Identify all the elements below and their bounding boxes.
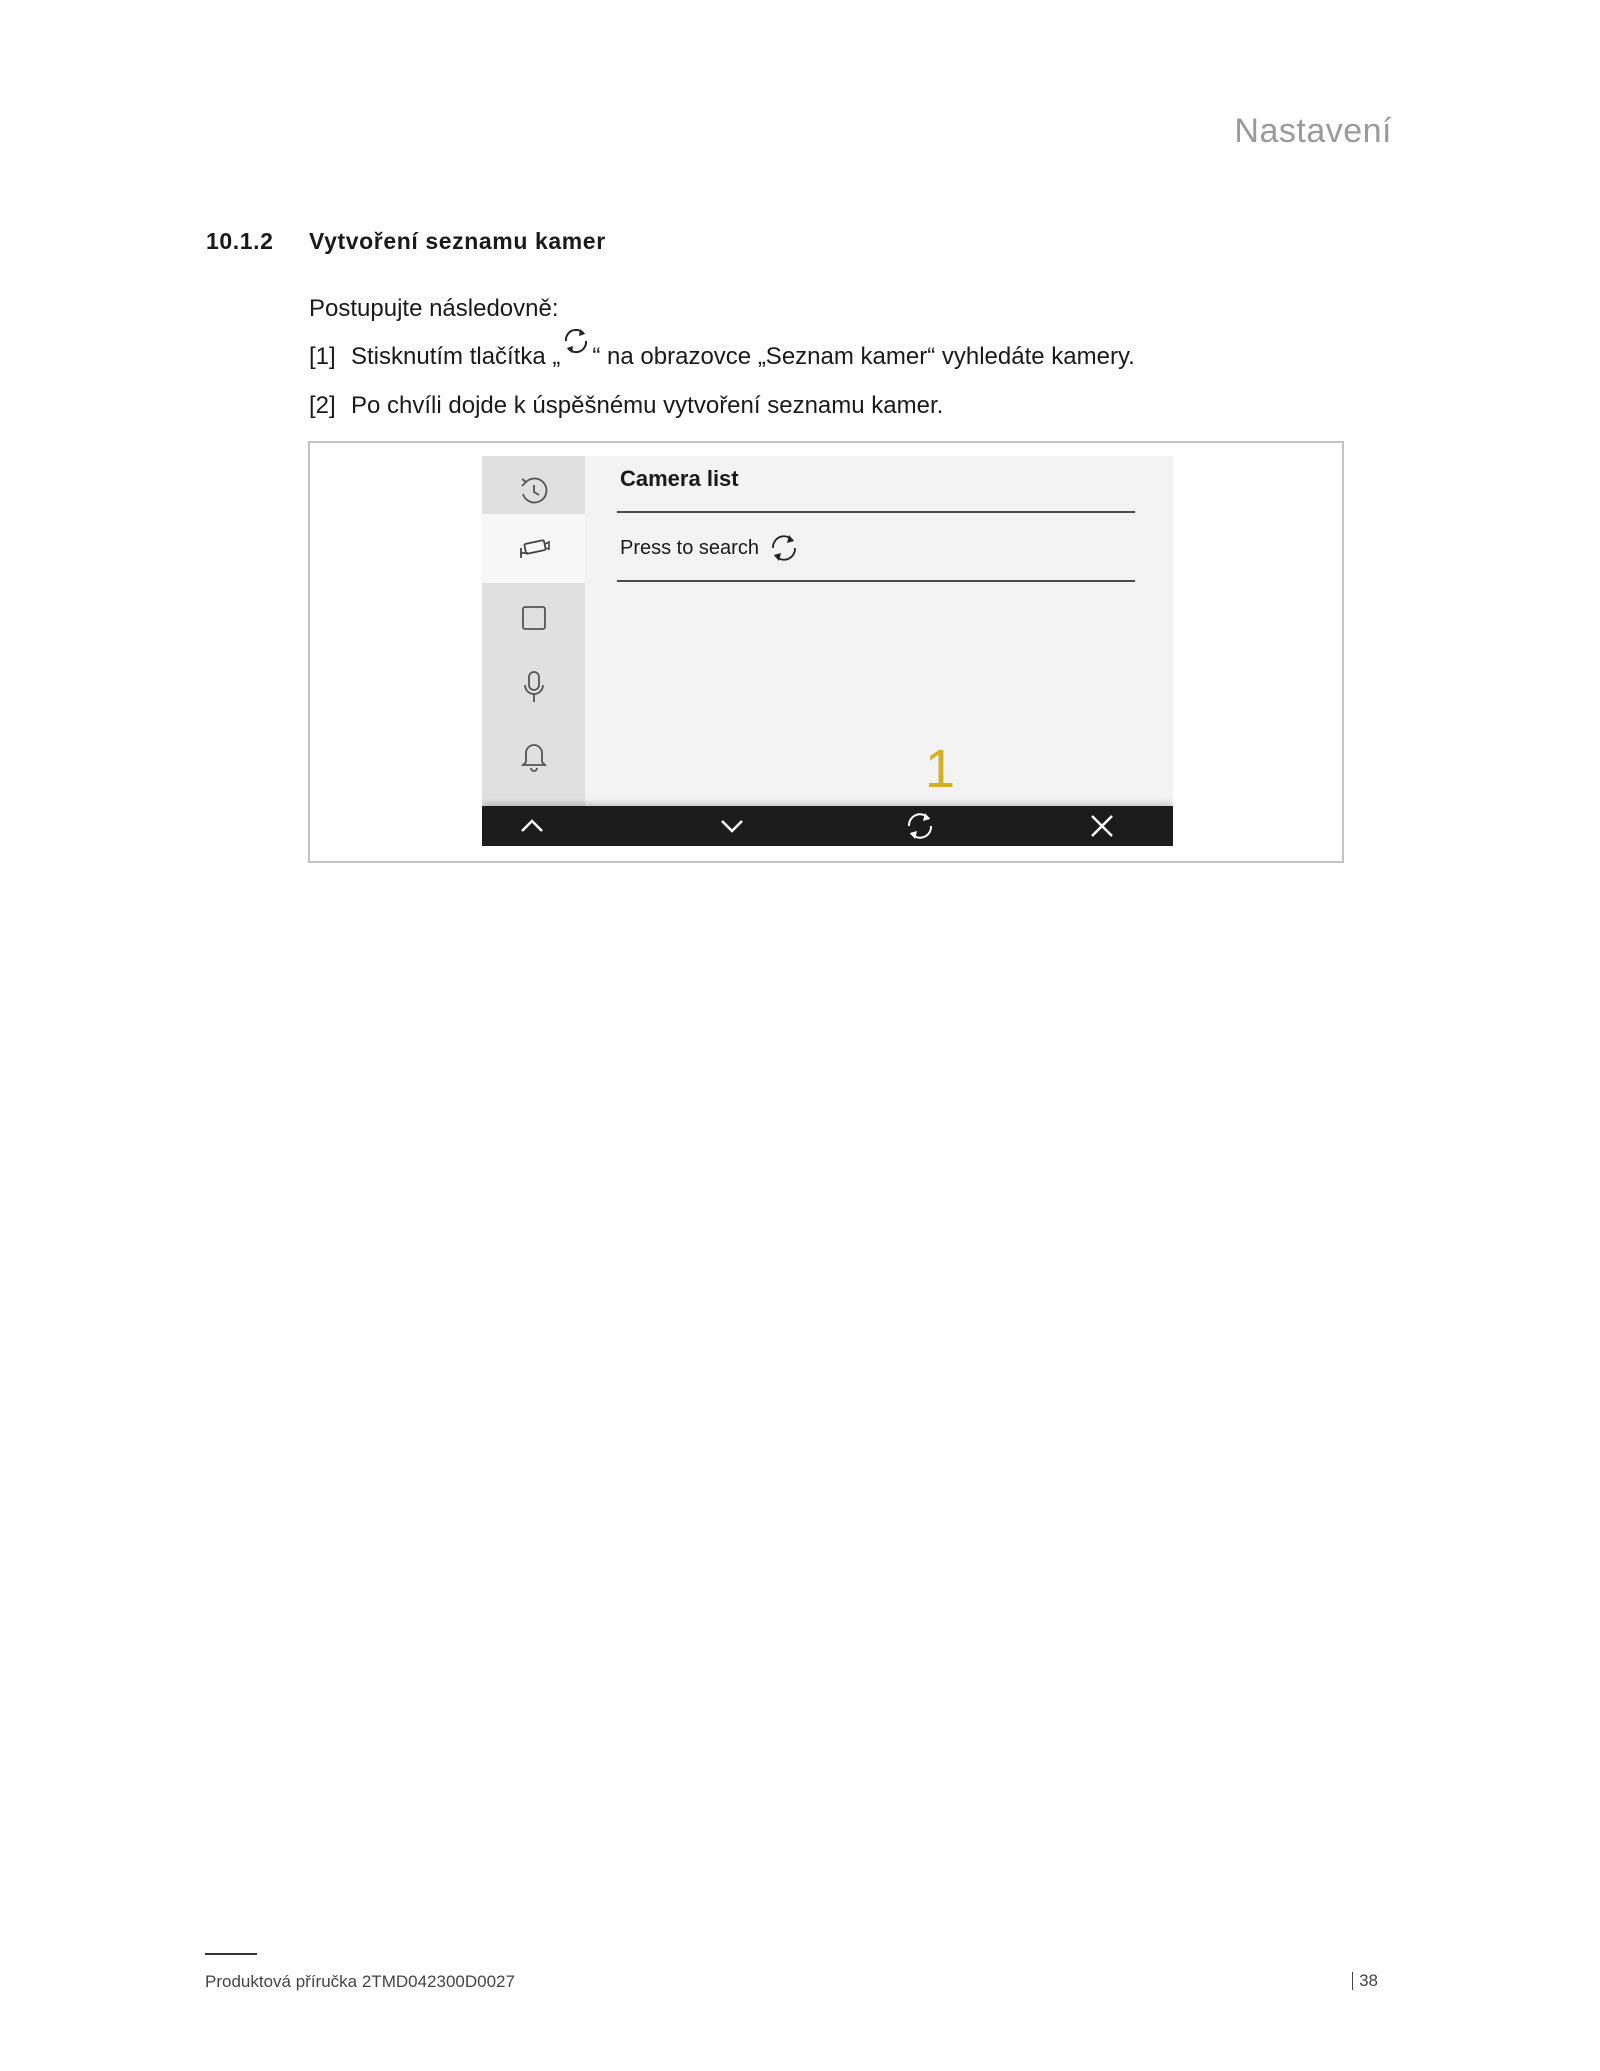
settings-sidebar	[482, 456, 585, 806]
footer-page-number: 38	[1352, 1972, 1378, 1990]
step-text: Po chvíli dojde k úspěšnému vytvoření seznamu kamer.	[351, 392, 944, 419]
step-1	[309, 335, 1135, 371]
step-text-before: Stisknutím tlačítka „	[351, 343, 561, 370]
bell-icon	[518, 738, 550, 774]
refresh-button[interactable]	[890, 806, 950, 846]
square-icon	[519, 603, 549, 633]
microphone-icon	[519, 669, 549, 705]
scroll-up-button[interactable]	[502, 806, 562, 846]
refresh-icon	[903, 809, 937, 843]
section-heading	[206, 228, 606, 255]
step-text-after: “ na obrazovce „Seznam kamer“ vyhledáte kamery.	[592, 343, 1135, 370]
scroll-down-button[interactable]	[702, 806, 762, 846]
sidebar-item-camera[interactable]	[482, 514, 585, 583]
refresh-icon	[767, 531, 801, 565]
step-2	[309, 392, 943, 420]
chevron-up-icon	[517, 816, 547, 836]
footer-rule	[205, 1953, 257, 1955]
page-header-title: Nastavení	[1234, 112, 1392, 150]
section-title: Vytvoření seznamu kamer	[309, 228, 606, 254]
sidebar-item-ringtone[interactable]	[482, 721, 585, 790]
step-index: [2]	[309, 392, 336, 419]
press-to-search-button[interactable]	[620, 531, 801, 565]
bottom-navigation-bar	[482, 806, 1173, 846]
close-button[interactable]	[1072, 806, 1132, 846]
divider	[617, 580, 1135, 582]
close-icon	[1088, 812, 1116, 840]
callout-number: 1	[925, 739, 956, 799]
footer-document-name: Produktová příručka 2TMD042300D0027	[205, 1972, 515, 1991]
sidebar-item-audio[interactable]	[482, 652, 585, 721]
section-number: 10.1.2	[206, 228, 274, 254]
refresh-icon	[560, 323, 592, 359]
camera-list-panel	[585, 456, 1173, 806]
divider	[617, 511, 1135, 513]
camera-icon	[516, 534, 552, 564]
step-index: [1]	[309, 343, 336, 370]
device-screen	[482, 456, 1173, 846]
search-label: Press to search	[620, 536, 759, 559]
sidebar-item-display[interactable]	[482, 583, 585, 652]
intro-text: Postupujte následovně:	[309, 295, 559, 322]
history-icon	[517, 474, 551, 508]
camera-list-title: Camera list	[620, 466, 739, 491]
chevron-down-icon	[717, 816, 747, 836]
